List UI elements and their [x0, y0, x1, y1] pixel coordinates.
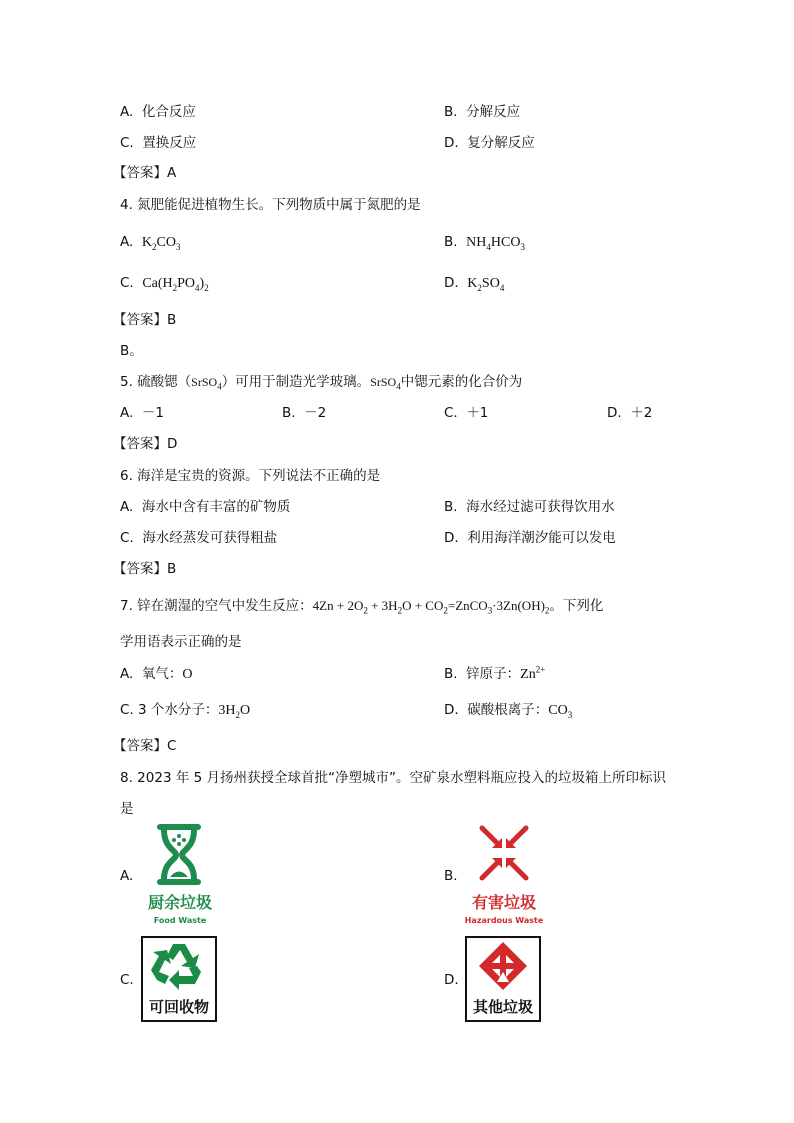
q3-answer: 【答案】A	[113, 165, 177, 181]
other-waste-sign	[465, 936, 541, 1022]
q4-option-c: C. $Ca(H_2PO_4)_2$	[120, 275, 209, 293]
q6-option-d: D. 利用海洋潮汐能可以发电	[444, 530, 616, 546]
q7-answer: 【答案】C	[113, 738, 177, 754]
recyclable-cn: 可回收物	[148, 998, 209, 1016]
food-waste-en: Food Waste	[153, 916, 207, 925]
recycle-icon	[143, 938, 215, 992]
q7-option-c: C. 3 个水分子：$3H_2O$	[120, 702, 251, 720]
hazard-arrows-icon	[462, 822, 546, 890]
food-waste-sign	[140, 822, 220, 930]
q7-option-b: B. 锌原子：$Zn^{2+}$	[444, 664, 546, 682]
q7-option-a: A. 氧气：O	[120, 666, 193, 682]
q4-answer: 【答案】B	[113, 312, 177, 328]
q5-option-c: C. ＋1	[444, 405, 489, 421]
q6-answer: 【答案】B	[113, 561, 177, 577]
q7-option-d: D. 碳酸根离子：$CO_3$	[444, 702, 573, 720]
q6-option-a: A. 海水中含有丰富的矿物质	[120, 499, 291, 515]
q5-stem: 5. 硫酸锶（SrSO$_4$）可用于制造光学玻璃。SrSO$_4$中锶元素的化合价为	[120, 374, 523, 392]
q4-note: B。	[120, 343, 143, 359]
q8-option-a-label: A.	[120, 868, 134, 884]
recyclable-sign	[141, 936, 217, 1022]
q8-stem-line2: 是	[120, 801, 134, 817]
hazardous-waste-sign	[462, 822, 546, 930]
q5-option-d: D. ＋2	[607, 405, 653, 421]
q6-stem: 6. 海洋是宝贵的资源。下列说法不正确的是	[120, 468, 381, 484]
q5-answer: 【答案】D	[113, 436, 178, 452]
q4-option-d: D. $K_2SO_4$	[444, 275, 505, 293]
q4-option-a: A. $K_2CO_3$	[120, 234, 181, 252]
q7-stem-line2: 学用语表示正确的是	[120, 634, 242, 650]
q5-option-b: B. －2	[282, 405, 327, 421]
q3-option-d: D. 复分解反应	[444, 135, 535, 151]
other-waste-icon	[467, 938, 539, 992]
q8-option-b-label: B.	[444, 868, 458, 884]
hazardous-waste-cn: 有害垃圾	[471, 893, 536, 912]
q6-option-b: B. 海水经过滤可获得饮用水	[444, 499, 615, 515]
q4-option-b: B. $NH_4HCO_3$	[444, 234, 525, 252]
q3-option-a: A. 化合反应	[120, 104, 196, 120]
q8-option-d-label: D.	[444, 972, 459, 988]
hazardous-waste-en: Hazardous Waste	[464, 916, 544, 925]
other-waste-cn: 其他垃圾	[472, 998, 533, 1016]
q4-stem: 4. 氮肥能促进植物生长。下列物质中属于氮肥的是	[120, 197, 421, 213]
q6-option-c: C. 海水经蒸发可获得粗盐	[120, 530, 278, 546]
q7-stem: 7. 锌在潮湿的空气中发生反应：$4Zn + 2O_2 + 3H_2O$ + $CO_2=ZnCO_3\cdot 3Zn(OH)_2$。下列化	[120, 598, 604, 616]
q3-option-b: B. 分解反应	[444, 104, 521, 120]
q3-option-c: C. 置换反应	[120, 135, 197, 151]
food-waste-cn: 厨余垃圾	[147, 893, 212, 912]
q5-option-a: A. －1	[120, 405, 164, 421]
q8-stem: 8. 2023 年 5 月扬州获授全球首批“净塑城市”。空矿泉水塑料瓶应投入的垃圾箱上所印标识	[120, 770, 666, 786]
hourglass-icon	[140, 822, 220, 890]
q8-option-c-label: C.	[120, 972, 134, 988]
